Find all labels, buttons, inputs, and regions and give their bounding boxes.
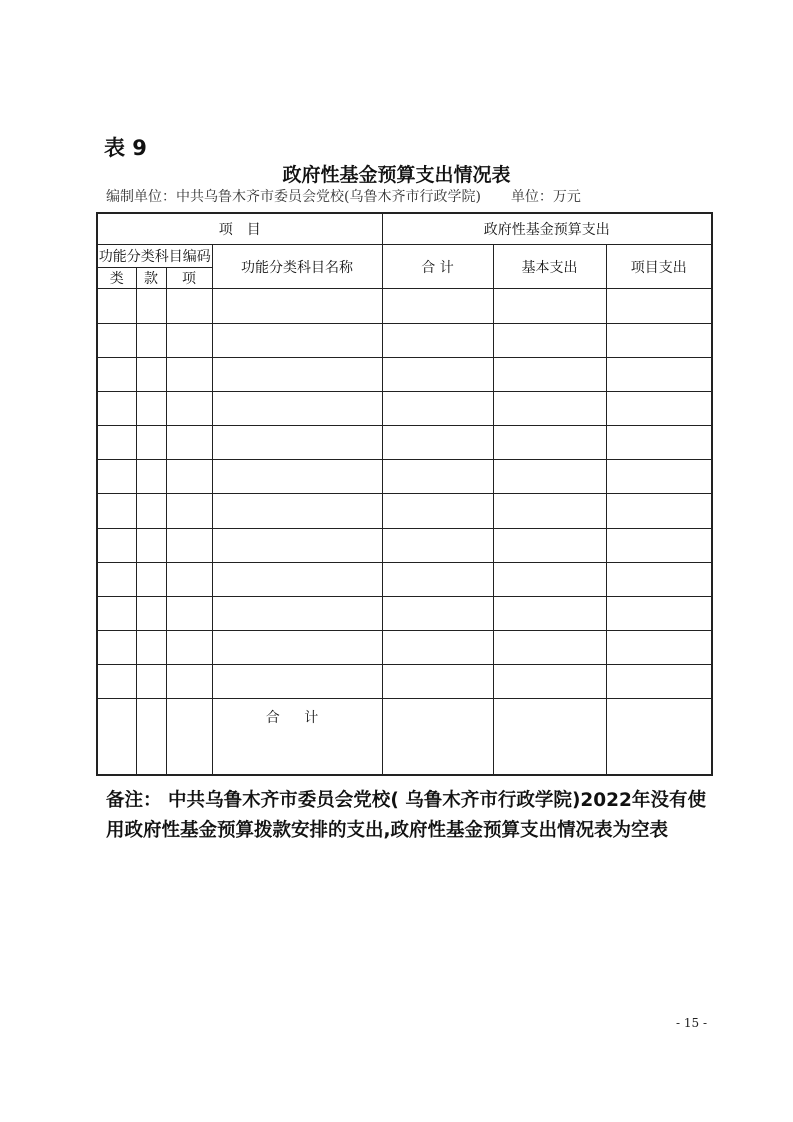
budget-table (96, 212, 713, 776)
header-row-2 (97, 245, 712, 268)
page-number: - 15 - (676, 1016, 708, 1030)
currency-unit: 单位：万元 (510, 189, 581, 205)
table-row (97, 391, 712, 425)
table-row (97, 357, 712, 391)
header-name: 功能分类科目名称 (212, 245, 382, 289)
compiler-unit: 编制单位：中共乌鲁木齐市委员会党校(乌鲁木齐市行政学院) (106, 189, 481, 205)
header-total: 合 计 (382, 245, 493, 289)
total-label: 合 计 (212, 699, 382, 775)
header-row-1 (97, 213, 712, 245)
header-item: 项 目 (97, 213, 382, 245)
header-class: 类 (97, 268, 136, 289)
table-number: 表 9 (104, 136, 147, 160)
table-row (97, 426, 712, 460)
compiler-line (106, 186, 581, 206)
remark-note: 备注： 中共乌鲁木齐市委员会党校( 乌鲁木齐市行政学院)2022年没有使用政府性基金预算拨款安排的支出,政府性基金预算支出情况表为空表 (106, 790, 706, 841)
table-row (97, 631, 712, 665)
header-section: 款 (136, 268, 166, 289)
table-row (97, 323, 712, 357)
header-code: 功能分类科目编码 (97, 245, 212, 268)
table-row (97, 562, 712, 596)
header-item-code: 项 (166, 268, 212, 289)
table-row (97, 460, 712, 494)
header-expenditure: 政府性基金预算支出 (382, 213, 712, 245)
total-row (97, 699, 712, 775)
table-row (97, 494, 712, 528)
header-project: 项目支出 (606, 245, 712, 289)
table-row (97, 528, 712, 562)
header-basic: 基本支出 (493, 245, 606, 289)
table-row (97, 665, 712, 699)
table-row (97, 596, 712, 630)
table-row (97, 289, 712, 323)
document-title: 政府性基金预算支出情况表 (282, 164, 511, 186)
